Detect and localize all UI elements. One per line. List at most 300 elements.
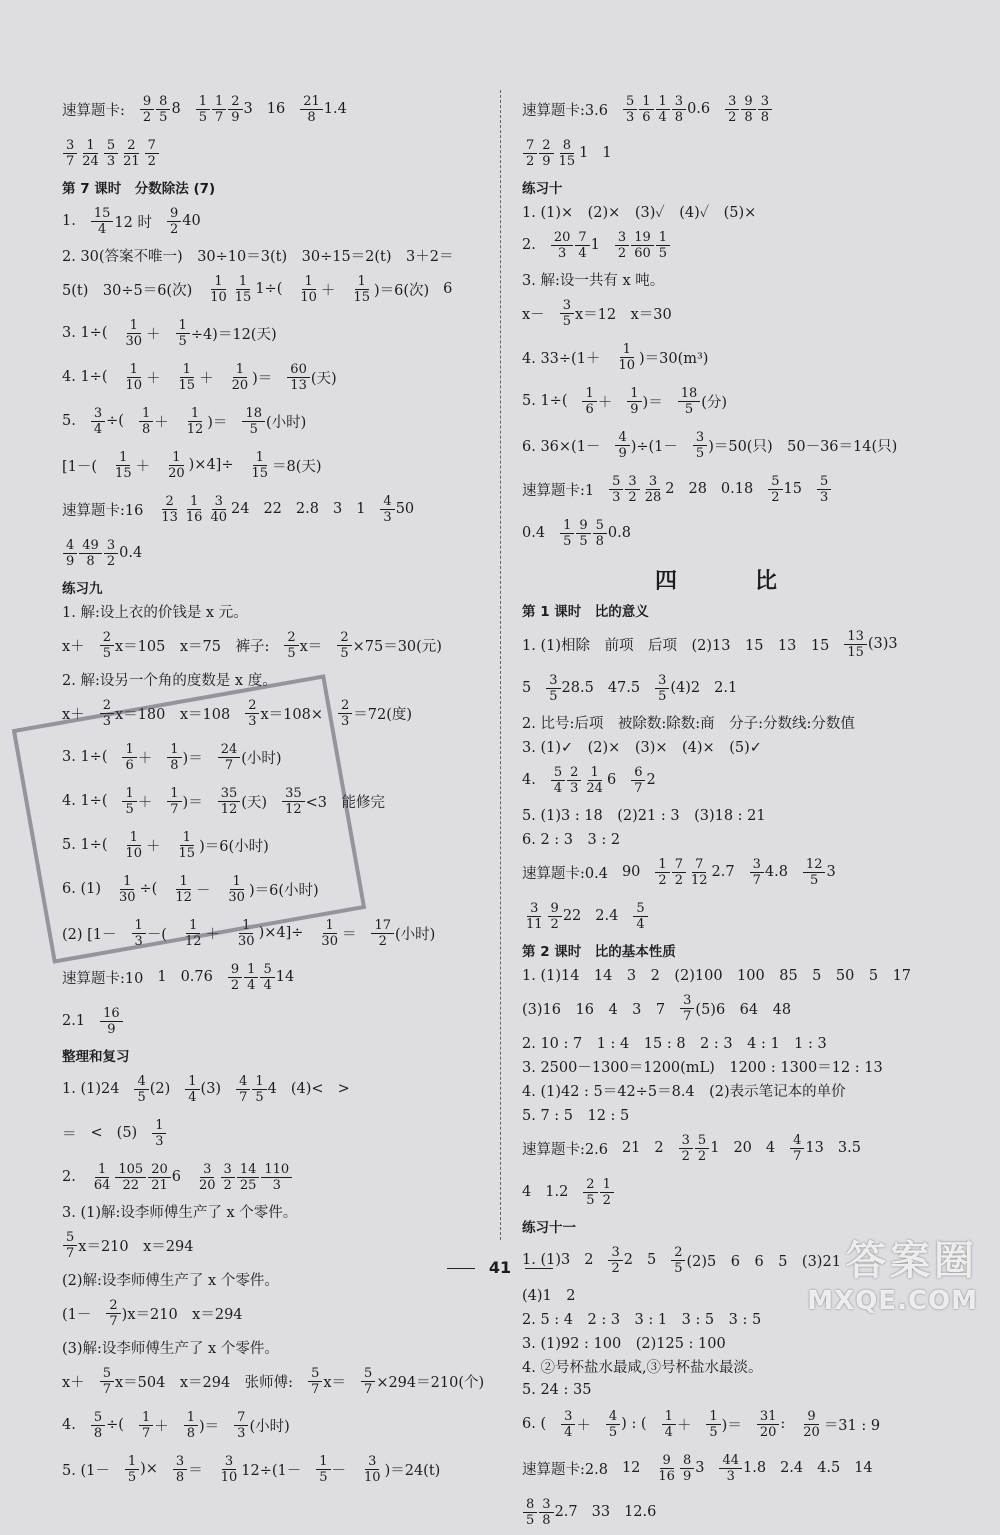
fraction	[252, 1074, 266, 1105]
answer-text: 2. 5 : 4 2 : 3 3 : 1 3 : 5 3 : 5	[522, 1311, 762, 1328]
answer-text: 50	[395, 501, 415, 517]
fraction-denominator: 10	[125, 845, 143, 861]
answer-text: )＝	[721, 1417, 742, 1434]
answer-text: 22	[562, 908, 582, 924]
fraction	[63, 538, 77, 569]
answer-line	[522, 1171, 952, 1213]
fraction-numerator: 5	[623, 94, 637, 110]
fraction	[218, 1454, 241, 1485]
fraction-denominator: 12	[690, 872, 708, 888]
fraction	[139, 1410, 153, 1441]
fraction-numerator: 3	[560, 298, 574, 314]
answer-text: 速算题卡:10	[62, 970, 144, 987]
answer-text: )＝6(小时)	[248, 882, 319, 899]
fraction	[556, 138, 579, 169]
answer-text: 2.4	[780, 1460, 804, 1476]
answer-line	[522, 424, 952, 466]
fraction-denominator: 5	[137, 1089, 146, 1105]
answer-text: ＋	[597, 394, 613, 411]
fraction	[655, 673, 669, 704]
fraction	[546, 673, 560, 704]
answer-text: (天)	[310, 370, 337, 387]
fraction	[287, 362, 310, 393]
fraction	[248, 450, 271, 481]
answer-text: ＝8(天)	[272, 458, 322, 475]
answer-text: 速算题卡:	[62, 102, 125, 119]
fraction-denominator: 11	[526, 916, 543, 932]
fraction	[207, 274, 230, 305]
fraction-denominator: 20	[231, 377, 249, 393]
fraction-numerator: 1	[323, 918, 337, 934]
fraction-numerator: 1	[125, 1454, 139, 1470]
fraction-denominator: 7	[239, 1089, 248, 1105]
answer-line	[522, 292, 952, 334]
fraction-numerator: 18	[678, 386, 701, 402]
answer-text: 3. 1÷(	[62, 749, 108, 765]
fraction	[100, 1006, 123, 1037]
fraction	[125, 1454, 139, 1485]
answer-line	[522, 1403, 952, 1445]
fraction-denominator: 2	[169, 221, 179, 237]
fraction	[582, 386, 596, 417]
fraction-denominator: 2	[106, 553, 116, 569]
fraction-denominator: 4	[247, 977, 256, 993]
fraction-numerator: 9	[660, 1453, 674, 1469]
fraction-denominator: 4	[664, 1424, 673, 1440]
answer-text: 速算题卡:3.6	[522, 102, 608, 119]
fraction	[297, 274, 320, 305]
answer-text: 28.5	[561, 680, 594, 696]
fraction-denominator: 7	[311, 1381, 320, 1397]
answer-text: 4.8	[764, 864, 788, 880]
answer-text: －(	[146, 926, 167, 943]
exercise-label	[62, 1044, 482, 1066]
fraction	[212, 94, 226, 125]
answer-line	[62, 1404, 482, 1446]
answer-text: 4	[267, 1081, 277, 1097]
fraction	[300, 94, 323, 125]
fraction-numerator: 60	[287, 362, 310, 378]
fraction-numerator: 13	[844, 629, 867, 645]
answer-text: ×294＝210(个)	[376, 1374, 485, 1391]
fraction-numerator: 7	[672, 857, 686, 873]
fraction-denominator: 24	[586, 780, 603, 796]
fraction-numerator: 3	[608, 1245, 622, 1261]
fraction-numerator: 3	[222, 1454, 236, 1470]
answer-line	[522, 1331, 952, 1353]
fraction-numerator: 8	[523, 1497, 537, 1513]
fraction	[639, 94, 653, 125]
fraction-numerator: 1	[95, 1162, 109, 1178]
answer-text: 3	[243, 101, 253, 117]
fraction-numerator: 5	[593, 518, 607, 534]
fraction-numerator: 18	[242, 406, 265, 422]
fraction-denominator: 4	[578, 245, 587, 261]
answer-text: 6. 2 : 3 3 : 2	[522, 831, 621, 848]
fraction-denominator: 3	[134, 933, 143, 949]
page-number-dash-left	[447, 1268, 475, 1269]
fraction-denominator: 20	[168, 465, 185, 481]
fraction	[156, 94, 170, 125]
answer-text: x＝	[299, 638, 323, 655]
fraction-denominator: 5	[125, 801, 134, 817]
fraction-numerator: 21	[300, 94, 323, 110]
fraction-numerator: 4	[790, 1133, 804, 1149]
answer-text: 1.4	[323, 101, 347, 117]
fraction	[567, 765, 581, 796]
answer-text: 5. 1÷(	[62, 837, 108, 853]
answer-text: 28	[688, 481, 707, 497]
fraction	[790, 1133, 804, 1164]
fraction	[539, 138, 553, 169]
answer-text: ÷(	[106, 1417, 124, 1433]
fraction	[539, 1497, 553, 1528]
fraction-denominator: 12	[285, 801, 302, 817]
fraction-numerator: 1	[180, 362, 194, 378]
answer-line	[62, 956, 482, 998]
fraction-numerator: 20	[551, 230, 574, 246]
answer-text: 3	[695, 1460, 705, 1476]
fraction-denominator: 3	[237, 1425, 246, 1441]
fraction-numerator: 5	[609, 474, 623, 490]
answer-text: 0.8	[607, 525, 631, 541]
fraction	[261, 1162, 292, 1193]
fraction	[803, 857, 826, 888]
fraction	[244, 962, 258, 993]
fraction-denominator: 2	[658, 872, 667, 888]
answer-text: )＝6(次)	[373, 282, 430, 299]
fraction	[122, 742, 136, 773]
fraction-denominator: 15	[178, 377, 196, 393]
fraction-numerator: 3	[655, 673, 669, 689]
fraction-denominator: 7	[66, 1245, 75, 1261]
answer-text: ＝	[188, 1462, 203, 1479]
fraction-numerator: 4	[606, 1409, 620, 1425]
answer-line	[522, 268, 952, 290]
answer-text: x＝504 x＝294 张师傅:	[114, 1374, 294, 1391]
fraction	[104, 538, 118, 569]
fraction-denominator: 5	[810, 872, 819, 888]
fraction-numerator: 2	[106, 1298, 120, 1314]
fraction	[593, 518, 607, 549]
fraction-numerator: 12	[803, 857, 826, 873]
fraction	[176, 830, 199, 861]
answer-text: 速算题卡:1	[522, 482, 595, 499]
answer-text: 1.	[62, 213, 76, 229]
answer-line	[62, 600, 482, 622]
answer-line	[522, 735, 952, 757]
fraction-denominator: 5	[586, 1192, 595, 1208]
watermark-logo-text: 答案圈	[846, 1238, 978, 1284]
fraction-denominator: 2	[223, 1177, 232, 1193]
fraction-numerator: 9	[804, 1409, 818, 1425]
fraction-numerator: 9	[167, 206, 181, 222]
fraction-numerator: 5	[551, 765, 565, 781]
fraction-denominator: 2	[771, 489, 780, 505]
answer-text: :	[780, 1416, 786, 1432]
fraction	[768, 474, 782, 505]
fraction	[371, 918, 394, 949]
fraction	[235, 918, 258, 949]
fraction-denominator: 30	[118, 889, 136, 905]
fraction-denominator: 7	[683, 1008, 692, 1024]
fraction-denominator: 10	[300, 289, 317, 305]
answer-line	[62, 244, 482, 266]
answer-text: 2	[623, 1252, 633, 1268]
fraction-denominator: 3	[557, 245, 567, 261]
fraction-numerator: 5	[695, 1133, 709, 1149]
answer-line	[522, 380, 952, 422]
answer-text: (3)解:设李师傅生产了 x 个零件。	[62, 1340, 279, 1357]
watermark-url: MXQE.COM	[807, 1286, 978, 1316]
fraction	[757, 1409, 780, 1440]
fraction-numerator: 49	[79, 538, 102, 554]
fraction-denominator: 6	[585, 401, 594, 417]
fraction-numerator: 1	[132, 918, 146, 934]
exercise-label	[62, 576, 482, 598]
answer-line	[522, 132, 952, 174]
fraction-numerator: 8	[560, 138, 574, 154]
answer-line	[62, 1360, 485, 1402]
answer-line	[522, 711, 952, 733]
answer-text: )×	[140, 1461, 158, 1477]
fraction-numerator: 1	[152, 1118, 166, 1134]
fraction-numerator: 1	[302, 274, 316, 290]
answer-text: 2.	[62, 1169, 76, 1185]
fraction-denominator: 10	[364, 1469, 381, 1485]
fraction-denominator: 8	[170, 757, 179, 773]
fraction-denominator: 7	[102, 1381, 111, 1397]
fraction-numerator: 2	[228, 94, 242, 110]
answer-text: 4.	[522, 772, 536, 788]
fraction-numerator: 1	[122, 742, 136, 758]
answer-text: 2.4	[595, 908, 619, 924]
fraction-numerator: 31	[757, 1409, 780, 1425]
fraction	[260, 962, 274, 993]
fraction-numerator: 1	[83, 138, 97, 154]
fraction	[561, 1409, 575, 1440]
answer-line	[522, 1031, 952, 1053]
fraction	[183, 494, 206, 525]
answer-line	[522, 1379, 952, 1401]
fraction-numerator: 4	[236, 1074, 250, 1090]
fraction-numerator: 6	[631, 765, 645, 781]
fraction	[633, 901, 647, 932]
fraction	[615, 430, 629, 461]
fraction	[623, 94, 637, 125]
answer-line	[522, 1103, 952, 1125]
fraction-numerator: 9	[140, 94, 154, 110]
answer-text: (2)解:设李师傅生产了 x 个零件。	[62, 1272, 279, 1289]
fraction-numerator: 3	[173, 1454, 187, 1470]
fraction-denominator: 8	[744, 109, 753, 125]
answer-text: 1	[590, 237, 600, 253]
fraction	[176, 318, 190, 349]
fraction	[167, 742, 181, 773]
answer-line	[522, 759, 952, 801]
answer-line	[522, 851, 952, 893]
fraction-numerator: 2	[245, 698, 259, 714]
fraction-denominator: 7	[214, 109, 224, 125]
answer-text: )＝30(m³)	[638, 350, 709, 367]
fraction	[106, 1298, 120, 1329]
section-title	[522, 564, 952, 595]
fraction-numerator: 9	[228, 962, 242, 978]
fraction-numerator: 110	[261, 1162, 292, 1178]
fraction-denominator: 3	[612, 489, 621, 505]
answer-text: 40	[182, 213, 201, 229]
fraction-numerator: 2	[100, 698, 114, 714]
answer-line	[522, 895, 952, 937]
fraction	[631, 765, 645, 796]
fraction-numerator: 1	[127, 362, 141, 378]
fraction-denominator: 21	[151, 1177, 168, 1193]
answer-text: 1	[356, 501, 366, 517]
fraction-denominator: 7	[634, 780, 643, 796]
answer-text: 20	[733, 1140, 752, 1156]
answer-text: (4)1 2	[522, 1287, 576, 1304]
answer-text: 0.4	[119, 545, 143, 561]
fraction	[680, 993, 694, 1024]
answer-text: [1－(	[62, 458, 98, 475]
answer-text: 16	[266, 101, 286, 117]
fraction	[184, 406, 207, 437]
fraction	[176, 362, 199, 393]
answer-line	[62, 488, 482, 530]
answer-line	[62, 400, 482, 442]
fraction-denominator: 5	[102, 645, 111, 661]
exercise-label	[522, 176, 952, 198]
fraction-denominator: 7	[170, 801, 179, 817]
fraction-denominator: 7	[224, 757, 234, 773]
fraction-denominator: 8	[93, 1425, 103, 1441]
fraction-denominator: 12	[220, 801, 238, 817]
fraction-denominator: 30	[228, 889, 245, 905]
answer-line	[62, 1336, 482, 1358]
answer-text: －	[331, 1462, 347, 1479]
answer-text: 1	[579, 145, 589, 161]
answer-line	[522, 1079, 952, 1101]
answer-text: 5(t) 30÷5＝6(次)	[62, 282, 193, 299]
answer-text: 2.7	[554, 1504, 578, 1520]
fraction-denominator: 3	[726, 1468, 735, 1484]
fraction-denominator: 15	[847, 644, 864, 660]
fraction-numerator: 2	[124, 138, 138, 154]
answer-text: 速算题卡:16	[62, 502, 144, 519]
fraction-numerator: 1	[706, 1409, 720, 1425]
fraction	[361, 1454, 384, 1485]
answer-text: 4.5	[817, 1460, 841, 1476]
fraction-denominator: 5	[674, 1260, 683, 1276]
answer-text: 3. 解:设一共有 x 吨。	[522, 272, 665, 289]
fraction-numerator: 2	[100, 630, 114, 646]
fraction-denominator: 7	[141, 1425, 151, 1441]
fraction	[615, 342, 638, 373]
answer-line	[522, 827, 952, 849]
page-number-text: 41	[488, 1258, 512, 1277]
fraction-numerator: 7	[234, 1410, 248, 1426]
answer-text: 速算题卡:0.4	[522, 865, 608, 882]
answer-text: x＋	[62, 706, 85, 723]
answer-text: )÷(1－	[630, 438, 678, 455]
fraction-denominator: 2	[378, 933, 387, 949]
fraction-denominator: 20	[759, 1424, 777, 1440]
answer-text: 2	[584, 1252, 594, 1268]
fraction-numerator: 1	[176, 318, 190, 334]
answer-text: )＝6(小时)	[199, 838, 269, 855]
fraction-numerator: 1	[244, 962, 258, 978]
fraction-numerator: 1	[620, 342, 634, 358]
answer-text: 1÷(	[255, 281, 283, 297]
fraction-denominator: 3	[383, 509, 392, 525]
fraction	[91, 1162, 114, 1193]
answer-line	[62, 268, 482, 310]
answer-text: 12 时	[114, 214, 152, 231]
answer-line	[62, 532, 482, 574]
fraction-denominator: 5	[526, 1512, 535, 1528]
fraction	[695, 1133, 709, 1164]
fraction	[140, 94, 154, 125]
answer-text: ＋	[205, 926, 221, 943]
fraction-denominator: 12	[186, 421, 204, 437]
fraction-denominator: 7	[752, 872, 761, 888]
fraction-denominator: 2	[550, 916, 559, 932]
fraction-denominator: 8	[186, 1425, 195, 1441]
fraction-denominator: 4	[93, 421, 103, 437]
answer-text: (3)3	[867, 636, 898, 652]
fraction-numerator: 19	[631, 230, 654, 246]
fraction-numerator: 5	[63, 1230, 77, 1246]
answer-text: 12÷(1－	[241, 1462, 302, 1479]
fraction	[318, 918, 341, 949]
answer-text: 3. (1)92 : 100 (2)125 : 100	[522, 1335, 726, 1352]
fraction-denominator: 15	[558, 153, 576, 169]
fraction-denominator: 8	[175, 1469, 185, 1485]
fraction-numerator: 5	[768, 474, 782, 490]
fraction-denominator: 8	[141, 421, 151, 437]
answer-text: ÷4)＝12(天)	[190, 326, 277, 343]
site-watermark	[807, 1229, 978, 1316]
answer-text: (分)	[701, 394, 728, 411]
fraction	[242, 406, 265, 437]
answer-line	[62, 356, 482, 398]
fraction	[844, 629, 867, 660]
fraction	[100, 698, 114, 729]
answer-text: 1	[710, 1140, 720, 1156]
answer-text: 2	[665, 481, 675, 497]
fraction-denominator: 5	[658, 688, 667, 704]
answer-line	[522, 336, 952, 378]
fraction	[817, 474, 831, 505]
fraction-denominator: 4	[263, 977, 272, 993]
fraction-numerator: 9	[741, 94, 755, 110]
fraction-denominator: 21	[123, 153, 140, 169]
answer-line	[522, 512, 952, 554]
fraction-numerator: 5	[100, 1366, 114, 1382]
fraction-numerator: 35	[282, 786, 305, 802]
fraction	[609, 474, 623, 505]
fraction-numerator: 1	[627, 386, 641, 402]
answer-text: 5. 1÷(	[522, 393, 568, 409]
fraction-numerator: 1	[180, 830, 194, 846]
fraction-numerator: 1	[127, 318, 141, 334]
fraction	[662, 1409, 676, 1440]
answer-text: 4. 1÷(	[62, 793, 108, 809]
fraction-numerator: 5	[91, 1410, 105, 1426]
answer-text: 3	[332, 501, 343, 517]
fraction	[575, 230, 589, 261]
answer-text: 3. 2500－1300＝1200(mL) 1200 : 1300＝12 : 13	[522, 1059, 883, 1076]
